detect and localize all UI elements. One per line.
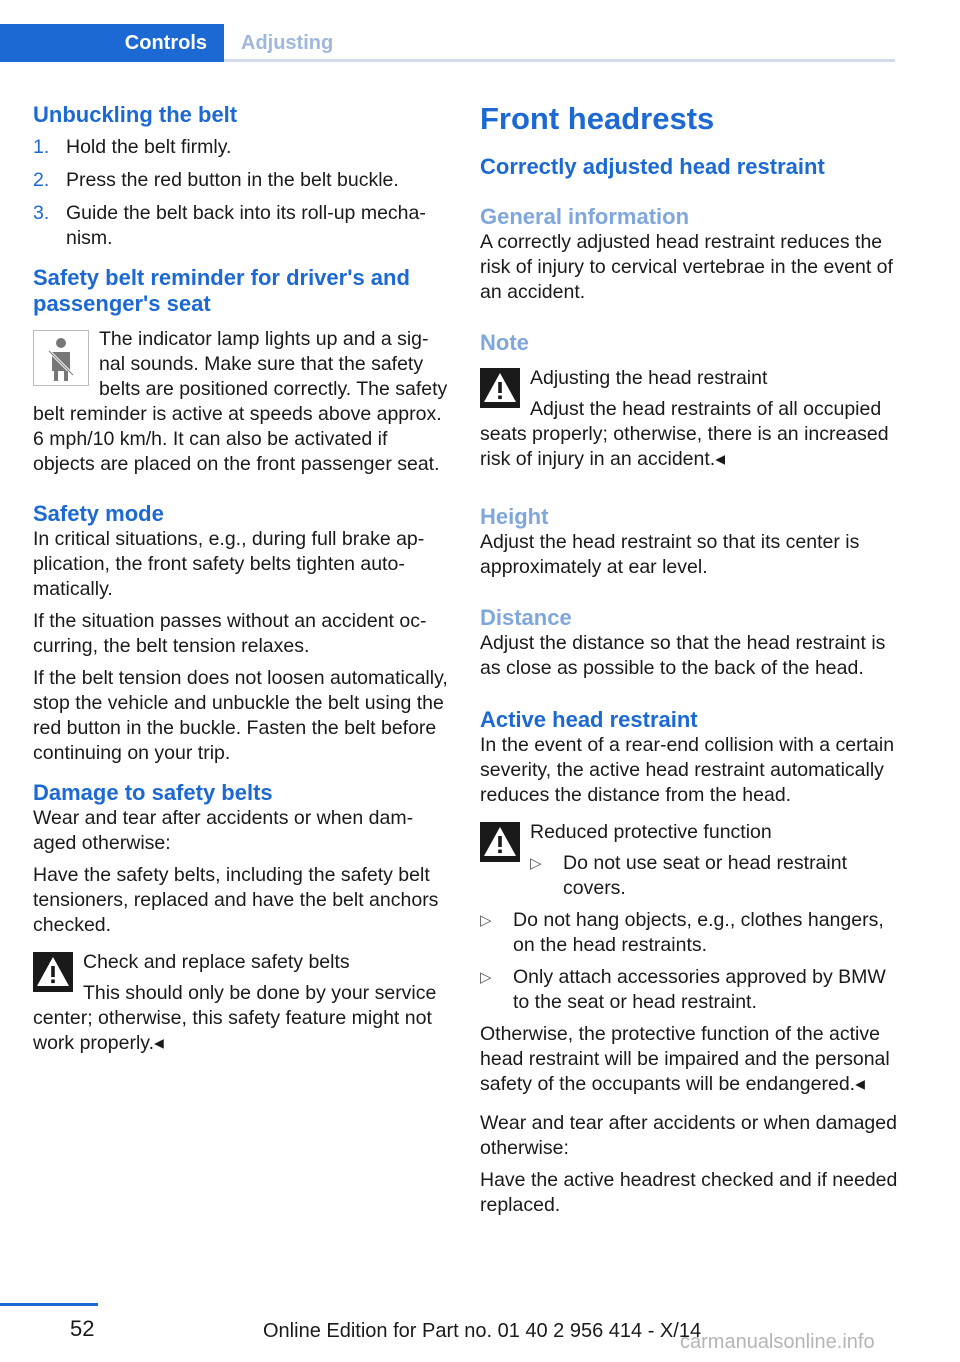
step-text: Press the red button in the belt buckle. xyxy=(66,169,399,191)
edition-text: Online Edition for Part no. 01 40 2 956 414 - X/14 xyxy=(263,1320,702,1342)
heading-distance: Distance xyxy=(480,605,572,630)
belt-reminder-block xyxy=(33,327,448,477)
step-number: 1. xyxy=(33,136,50,158)
left-column xyxy=(33,100,448,1056)
warning-triangle-icon xyxy=(33,952,73,992)
warning-title: Check and replace safety belts xyxy=(83,951,350,973)
step-number: 2. xyxy=(33,169,50,191)
unbuckle-steps xyxy=(33,135,448,251)
paragraph: Wear and tear after accidents or when damaged otherwise: xyxy=(480,1112,897,1159)
section-tab-controls[interactable]: Controls xyxy=(0,24,224,62)
heading-general-information: General information xyxy=(480,204,690,229)
page-header xyxy=(0,0,960,62)
bullet-text: Do not hang objects, e.g., clothes hangers, on the head restraints. xyxy=(513,909,884,956)
list-item xyxy=(33,135,448,160)
header-rule xyxy=(224,59,895,62)
paragraph: If the situation passes without an accident occurring, the belt tension relaxes. xyxy=(33,610,427,657)
bullet-text: Do not use seat or head restraint covers. xyxy=(563,852,847,899)
warning-triangle-icon xyxy=(480,368,520,408)
warning-note xyxy=(480,366,900,472)
paragraph: A correctly adjusted head restraint reduces the risk of injury to cervical vertebrae in the event of an accident. xyxy=(480,231,893,303)
paragraph: Adjust the head restraint so that its center is approximately at ear level. xyxy=(480,531,860,578)
paragraph: Have the safety belts, including the safety belt tensioners, replaced and have the belt anchors checked. xyxy=(33,864,439,936)
warning-triangle-icon xyxy=(480,822,520,862)
page-number: 52 xyxy=(70,1316,95,1341)
heading-belt-reminder: Safety belt reminder for driver's and passenger's seat xyxy=(33,265,410,316)
paragraph: Adjust the distance so that the head restraint is as close as possible to the back of the head. xyxy=(480,632,886,679)
list-item xyxy=(33,168,448,193)
heading-unbuckling: Unbuckling the belt xyxy=(33,102,238,127)
paragraph: Have the active headrest checked and if needed replaced. xyxy=(480,1169,898,1216)
heading-damage: Damage to safety belts xyxy=(33,780,273,805)
list-item xyxy=(480,965,900,1015)
paragraph: If the belt tension does not loosen automatically, stop the vehicle and unbuckle the belt using the red button in the buckle. Fasten the belt before continuing on your trip. xyxy=(33,667,448,764)
warning-note xyxy=(33,950,448,1056)
triangle-bullet-icon: ▷ xyxy=(480,969,492,986)
bullet-text: Only attach accessories approved by BMW to the seat or head restraint. xyxy=(513,966,886,1013)
heading-correctly-adjusted: Correctly adjusted head restraint xyxy=(480,154,825,179)
paragraph: In the event of a rear-end collision with a certain severity, the active head restraint automatically reduces the distance from the head. xyxy=(480,734,895,806)
warning-title: Reduced protective function xyxy=(530,821,772,843)
triangle-bullet-icon: ▷ xyxy=(480,912,492,929)
footer-rule xyxy=(0,1303,98,1306)
paragraph: In critical situations, e.g., during full brake application, the front safety belts tighten automatically. xyxy=(33,528,425,600)
warning-note xyxy=(480,820,900,901)
paragraph: Otherwise, the protective function of the active head restraint will be impaired and the personal safety of the occupants will be endangered.◂ xyxy=(480,1023,890,1095)
heading-safety-mode: Safety mode xyxy=(33,501,164,526)
heading-active-head-restraint: Active head restraint xyxy=(480,707,698,732)
warning-text: This should only be done by your service center; otherwise, this safety feature might not work properly.◂ xyxy=(33,982,437,1054)
step-text: Guide the belt back into its roll-up mechanism. xyxy=(66,202,426,249)
heading-height: Height xyxy=(480,504,549,529)
heading-note: Note xyxy=(480,330,529,355)
right-column xyxy=(480,100,900,1218)
list-item xyxy=(480,908,900,958)
step-text: Hold the belt firmly. xyxy=(66,136,232,158)
watermark: carmanualsonline.info xyxy=(680,1331,875,1353)
heading-front-headrests: Front headrests xyxy=(480,101,715,136)
triangle-bullet-icon: ▷ xyxy=(530,855,542,872)
belt-reminder-text: The indicator lamp lights up and a signal sounds. Make sure that the safety belts are positioned correctly. The safety belt reminder is active at speeds above approx. 6 mph/10 km/h. It can also be activated if objects are placed on the front passenger seat. xyxy=(33,328,448,475)
list-item xyxy=(530,851,900,901)
section-tab-adjusting[interactable]: Adjusting xyxy=(241,32,334,54)
warning-title: Adjusting the head restraint xyxy=(530,367,768,389)
warning-text: Adjust the head restraints of all occupied seats properly; otherwise, there is an increased risk of injury in an accident.◂ xyxy=(480,398,889,470)
paragraph: Wear and tear after accidents or when damaged otherwise: xyxy=(33,807,414,854)
step-number: 3. xyxy=(33,202,50,224)
seatbelt-reminder-icon xyxy=(33,330,89,386)
list-item xyxy=(33,201,448,251)
